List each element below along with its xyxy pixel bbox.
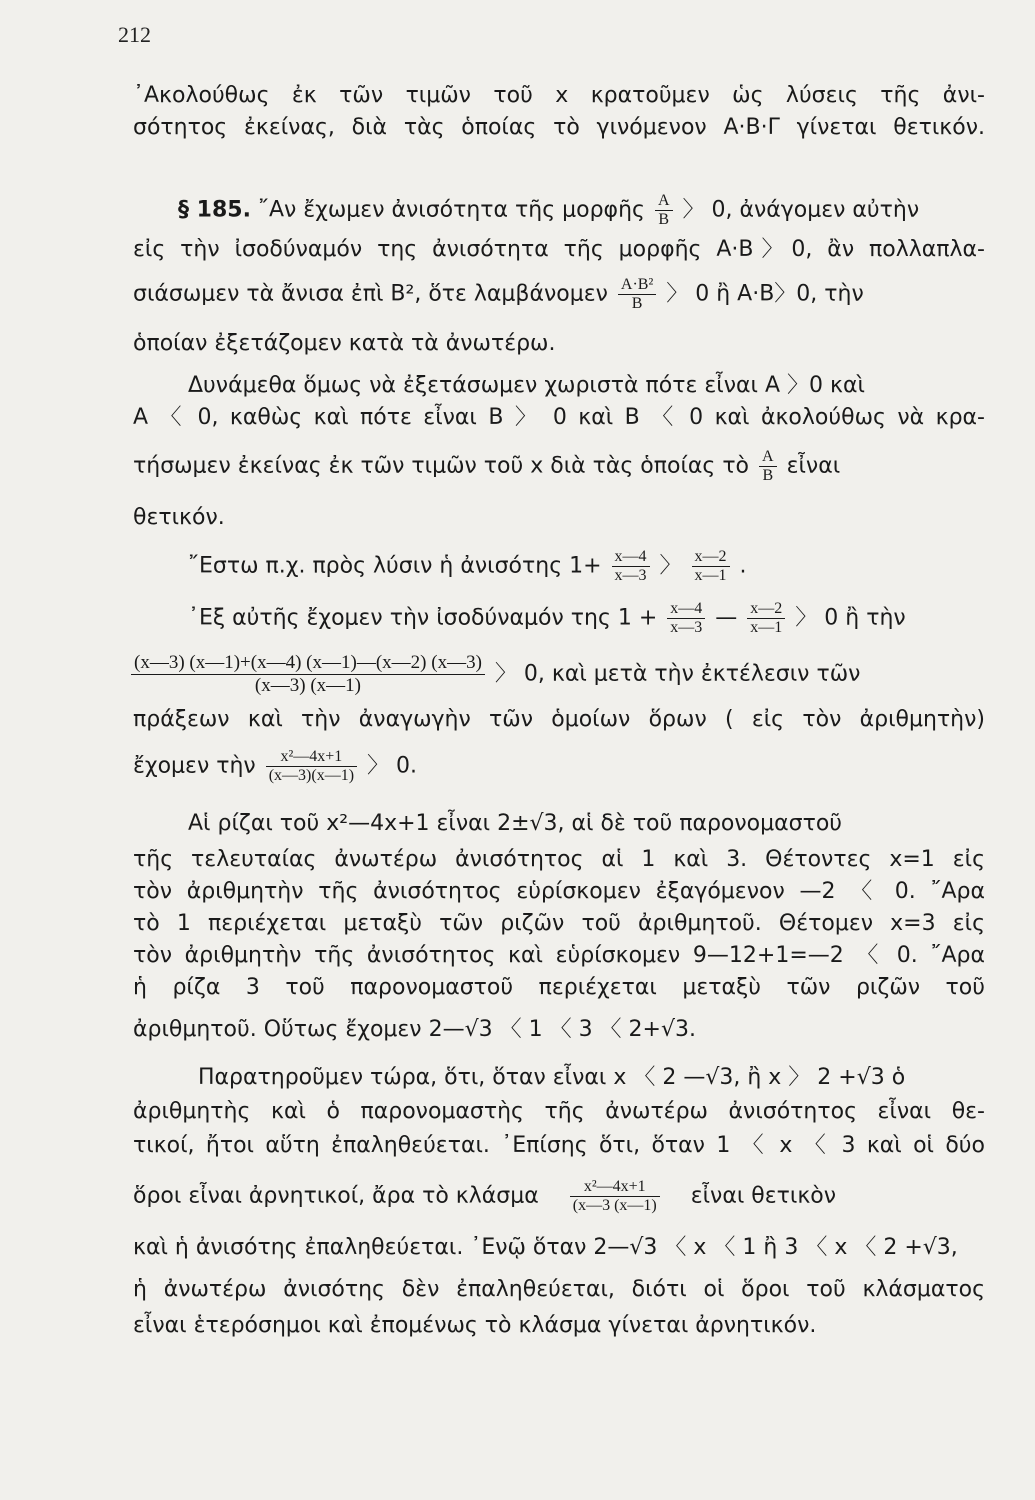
denominator: x—3 xyxy=(612,566,650,585)
numerator: x—2 xyxy=(750,600,783,617)
numerator: (x—3) (x—1)+(x—4) (x—1)—(x—2) (x—3) xyxy=(134,652,482,673)
text-line: τὸν ἀριθμητὴν τῆς ἀνισότητος εὑρίσκομεν ἐξαγόμενον —2 〈 0. ῎Αρα xyxy=(133,879,985,904)
text-line: ὁποίαν ἐξετάζομεν κατὰ τὰ ἀνωτέρω. xyxy=(133,331,556,356)
text-span: εἶναι xyxy=(786,453,841,479)
text-span: σιάσωμεν τὰ ἄνισα ἐπὶ Β², ὅτε λαμβάνομεν xyxy=(133,281,608,307)
text-span: — xyxy=(715,605,738,631)
text-line: τῆς τελευταίας ἀνωτέρω ἀνισότητος αἱ 1 καὶ 3. Θέτοντες x=1 εἰς xyxy=(133,847,985,872)
denominator: x—3 xyxy=(667,618,705,637)
section-185-line xyxy=(178,192,985,229)
fraction xyxy=(747,600,785,637)
fraction-a-over-b xyxy=(759,448,777,485)
text-line: καὶ ἡ ἀνισότης ἐπαληθεύεται. ᾿Ενῷ ὅταν 2—√3 〈 x 〈 1 ἢ 3 〈 x 〈 2 +√3, xyxy=(133,1235,958,1260)
numerator: Α xyxy=(762,448,774,465)
text-line: ἡ ἀνωτέρω ἀνισότης δὲν ἐπαληθεύεται, διότι οἱ ὅροι τοῦ κλάσματος xyxy=(133,1277,985,1302)
denominator: x—1 xyxy=(692,566,730,585)
text-span: 〉 0. xyxy=(367,753,418,779)
text-line-with-fraction xyxy=(133,448,985,485)
text-span: 〉 0 ἢ τὴν xyxy=(795,605,906,631)
text-line: ἡ ρίζα 3 τοῦ παρονομαστοῦ περιέχεται μεταξὺ τῶν ριζῶν τοῦ xyxy=(133,975,985,1000)
long-fraction-line xyxy=(128,652,985,697)
text-line: εἰς τὴν ἰσοδύναμόν της ἀνισότητα τῆς μορφῆς Α·Β〉0, ἂν πολλαπλα- xyxy=(133,237,985,262)
numerator: Α·Β² xyxy=(620,276,654,293)
text-line: σότητος ἐκείνας, διὰ τὰς ὁποίας τὸ γινόμενον Α·Β·Γ γίνεται θετικόν. xyxy=(133,115,985,140)
numerator: x—4 xyxy=(670,600,703,617)
denominator: (x—3) (x—1) xyxy=(131,674,485,697)
text-span: εἶναι θετικὸν xyxy=(690,1183,837,1209)
text-line: Παρατηροῦμεν τώρα, ὅτι, ὅταν εἶναι x 〈 2 —√3, ἢ x 〉 2 +√3 ὁ xyxy=(198,1065,906,1090)
text-line: τὸ 1 περιέχεται μεταξὺ τῶν ριζῶν τοῦ ἀριθμητοῦ. Θέτομεν x=3 εἰς xyxy=(133,911,985,936)
fraction-a-over-b xyxy=(655,192,673,229)
text-span: 〉 xyxy=(659,553,682,579)
fraction xyxy=(667,600,705,637)
fraction xyxy=(570,1178,660,1215)
text-line: Αἱ ρίζαι τοῦ x²—4x+1 εἶναι 2±√3, αἱ δὲ τοῦ παρονομαστοῦ xyxy=(188,811,843,836)
text-span: ᾿Εξ αὐτῆς ἔχομεν τὴν ἰσοδύναμόν της 1 + xyxy=(188,605,658,631)
numerator: x²—4x+1 xyxy=(280,748,343,765)
text-span: . xyxy=(739,553,747,579)
fraction-ab2-over-b xyxy=(618,276,656,313)
text-span: 〉 0, καὶ μετὰ τὴν ἐκτέλεσιν τῶν xyxy=(494,661,861,687)
text-span: 〉 0 ἢ Α·Β〉0, τὴν xyxy=(666,281,864,307)
text-line-with-fraction xyxy=(133,276,985,313)
text-span: τήσωμεν ἐκείνας ἐκ τῶν τιμῶν τοῦ x διὰ τὰς ὁποίας τὸ xyxy=(133,453,750,479)
fraction xyxy=(692,548,730,585)
long-fraction xyxy=(131,652,485,697)
numerator: x—2 xyxy=(694,548,727,565)
fraction xyxy=(266,748,357,785)
text-line: πράξεων καὶ τὴν ἀναγωγὴν τῶν ὁμοίων ὅρων ( εἰς τὸν ἀριθμητὴν) xyxy=(133,707,985,732)
text-line: εἶναι ἑτερόσημοι καὶ ἐπομένως τὸ κλάσμα γίνεται ἀρνητικόν. xyxy=(133,1313,817,1338)
numerator: Α xyxy=(657,192,670,209)
denominator: (x—3)(x—1) xyxy=(266,766,357,785)
section-number: § 185. xyxy=(178,197,251,223)
denominator: Β xyxy=(655,210,673,229)
numerator: x²—4x+1 xyxy=(583,1178,646,1195)
denominator: Β xyxy=(759,466,777,485)
equivalent-line xyxy=(188,600,985,637)
text-line: θετικόν. xyxy=(133,505,225,530)
result-line xyxy=(133,748,985,785)
text-span: ἔχομεν τὴν xyxy=(133,753,256,779)
text-line: Α 〈 0, καθὼς καὶ πότε εἶναι Β 〉 0 καὶ Β 〈 0 καὶ ἀκολούθως νὰ κρα- xyxy=(133,405,985,430)
text-line: ἀριθμητὴς καὶ ὁ παρονομαστὴς τῆς ἀνωτέρω ἀνισότητος εἶναι θε- xyxy=(133,1099,985,1124)
text-span: ὅροι εἶναι ἀρνητικοί, ἄρα τὸ κλάσμα xyxy=(133,1183,539,1209)
example-line xyxy=(188,548,985,585)
denominator: x—1 xyxy=(747,618,785,637)
page-number: 212 xyxy=(118,22,151,47)
text-span: 〉 0, ἀνάγομεν αὐτὴν xyxy=(682,197,920,223)
fraction xyxy=(612,548,650,585)
text-line: ᾿Ακολούθως ἐκ τῶν τιμῶν τοῦ x κρατοῦμεν ὡς λύσεις τῆς ἀνι- xyxy=(133,83,985,108)
text-span: ῎Εστω π.χ. πρὸς λύσιν ἡ ἀνισότης 1+ xyxy=(188,553,602,579)
text-span: ῎Αν ἔχωμεν ἀνισότητα τῆς μορφῆς xyxy=(257,197,645,223)
denominator: (x—3 (x—1) xyxy=(570,1196,660,1215)
denominator: Β xyxy=(618,294,656,313)
text-line: τὸν ἀριθμητὴν τῆς ἀνισότητος καὶ εὑρίσκομεν 9—12+1=—2 〈 0. ῎Αρα xyxy=(133,943,985,968)
text-line-with-fraction xyxy=(133,1178,985,1215)
text-line: ἀριθμητοῦ. Οὕτως ἔχομεν 2—√3 〈 1 〈 3 〈 2+√3. xyxy=(133,1017,696,1042)
text-line: τικοί, ἤτοι αὕτη ἐπαληθεύεται. ᾿Επίσης ὅτι, ὅταν 1 〈 x 〈 3 καὶ οἱ δύο xyxy=(133,1133,985,1158)
text-line: Δυνάμεθα ὅμως νὰ ἐξετάσωμεν χωριστὰ πότε εἶναι Α 〉0 καὶ xyxy=(188,373,865,398)
numerator: x—4 xyxy=(614,548,647,565)
